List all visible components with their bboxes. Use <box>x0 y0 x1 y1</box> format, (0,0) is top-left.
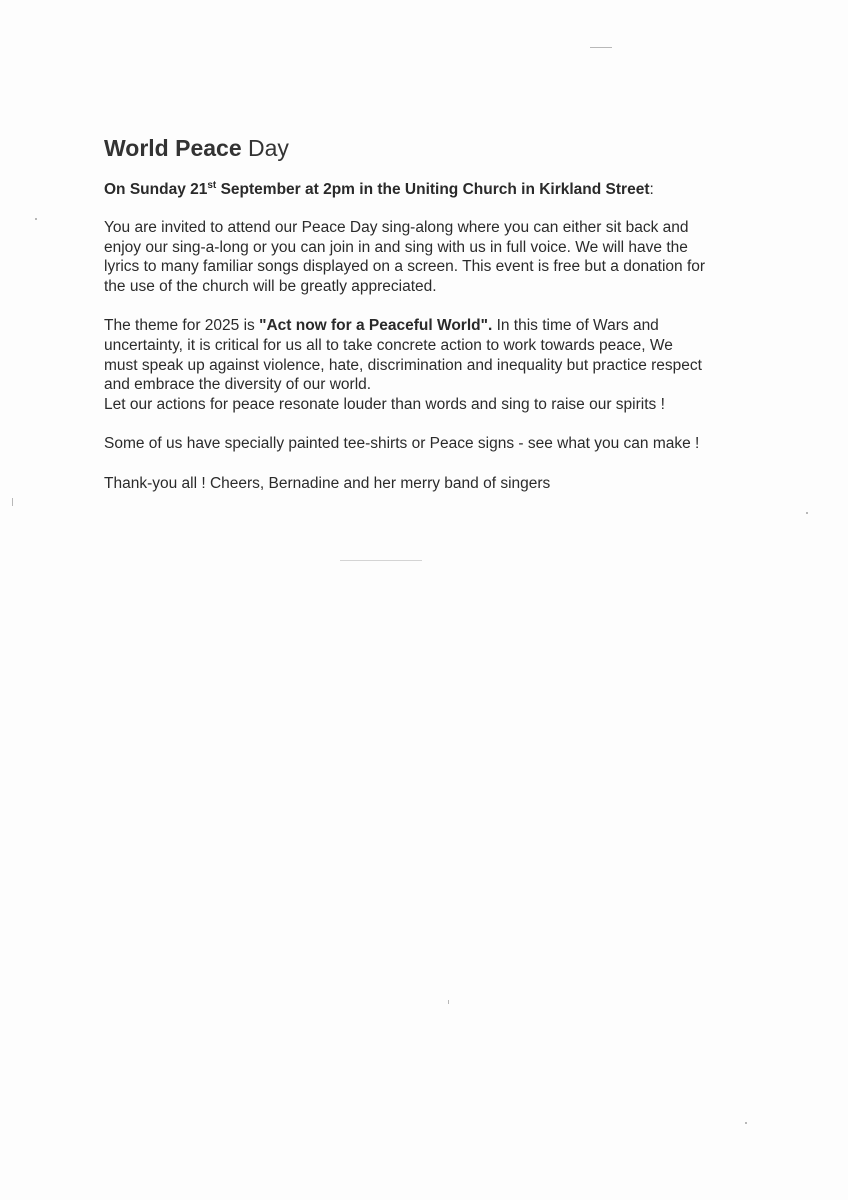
scan-speck <box>35 218 37 220</box>
theme-first-line-rest: In this time of Wars and <box>492 317 659 335</box>
scan-speck <box>806 512 808 514</box>
theme-line: uncertainty, it is critical for us all to take concrete action to work towards peace, We <box>104 336 673 354</box>
title-bold-part: World Peace <box>104 135 242 161</box>
theme-paragraph <box>104 316 784 414</box>
event-details <box>104 180 784 200</box>
sign-off-paragraph: Thank-you all ! Cheers, Bernadine and her merry band of singers <box>104 474 551 492</box>
scan-speck <box>12 498 13 506</box>
invitation-line: the use of the church will be greatly appreciated. <box>104 277 437 295</box>
scan-speck <box>448 1000 449 1004</box>
date-ordinal-suffix: st <box>207 179 217 191</box>
invitation-paragraph <box>104 218 784 296</box>
title-rest-part: Day <box>241 135 289 161</box>
theme-intro: The theme for 2025 is <box>104 317 260 335</box>
event-details-colon: : <box>649 181 654 198</box>
event-time-location: September at 2pm in the Uniting Church in Kirkland Street <box>216 181 650 198</box>
theme-line: and embrace the diversity of our world. <box>104 376 372 394</box>
event-date-text: On Sunday 21 <box>104 181 208 198</box>
document-body <box>104 134 784 514</box>
invitation-line: lyrics to many familiar songs displayed on a screen. This event is free but a donation for <box>104 258 706 276</box>
theme-line: Let our actions for peace resonate louder than words and sing to raise our spirits ! <box>104 395 665 413</box>
invitation-line: You are invited to attend our Peace Day sing-along where you can either sit back and <box>104 219 689 236</box>
invitation-line: enjoy our sing-a-long or you can join in and sing with us in full voice. We will have the <box>104 238 688 256</box>
scan-speck <box>745 1122 747 1124</box>
scan-speck <box>590 47 612 48</box>
theme-quote: "Act now for a Peaceful World". <box>259 317 493 335</box>
tee-shirts-paragraph: Some of us have specially painted tee-shirts or Peace signs - see what you can make ! <box>104 435 700 453</box>
scan-speck <box>340 560 422 561</box>
document-title <box>104 134 784 162</box>
theme-first-line <box>104 316 784 336</box>
theme-line: must speak up against violence, hate, discrimination and inequality but practice respect <box>104 356 702 374</box>
